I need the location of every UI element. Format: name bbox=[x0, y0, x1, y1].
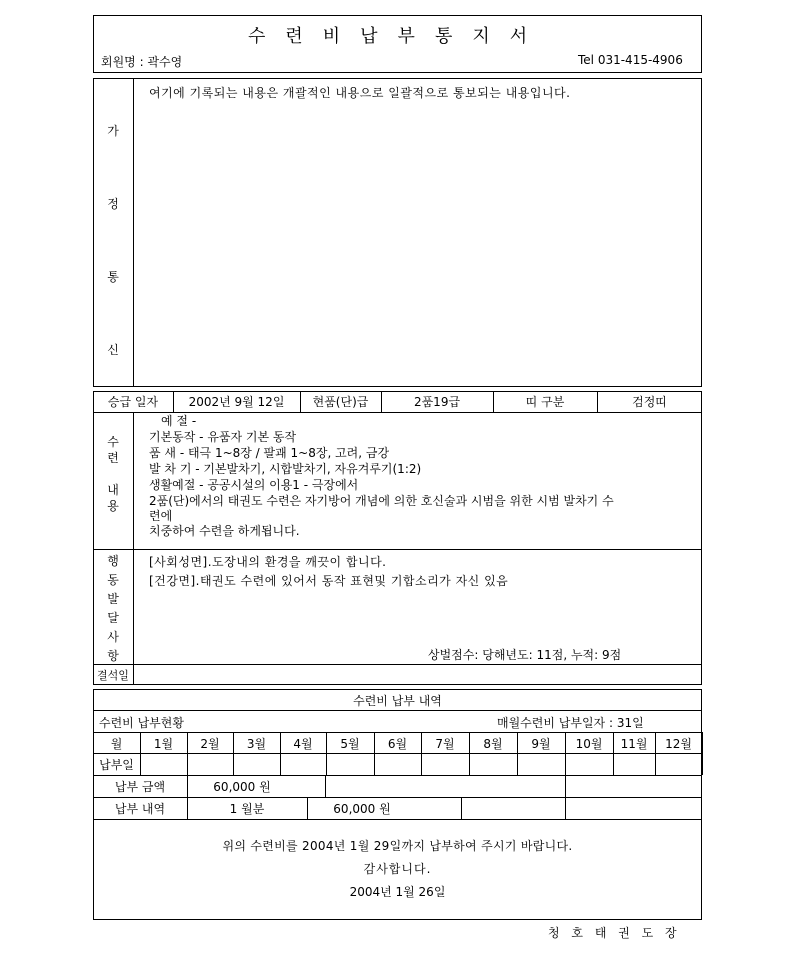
paid-date-cell bbox=[613, 754, 655, 774]
detail-amount: 60,000 원 bbox=[333, 801, 391, 816]
month-header: 월 bbox=[110, 736, 123, 751]
side-char: 통 bbox=[107, 270, 119, 284]
notice-line: 위의 수련비를 2004년 1월 29일까지 납부하여 주시기 바랍니다. bbox=[222, 838, 573, 853]
side-char: 정 bbox=[107, 197, 119, 211]
family-message: 여기에 기록되는 내용은 개괄적인 내용으로 일괄적으로 통보되는 내용입니다. bbox=[149, 86, 571, 100]
member-name: 회원명 : 곽수영 bbox=[101, 55, 183, 69]
payment-title: 수련비 납부 내역 bbox=[353, 693, 442, 708]
amount-value: 60,000 원 bbox=[213, 779, 271, 794]
belt-label: 띠 구분 bbox=[525, 394, 565, 409]
detail-months: 1 월분 bbox=[229, 801, 265, 816]
month-label: 3월 bbox=[246, 736, 267, 751]
paid-date-cell bbox=[187, 754, 233, 774]
absence-label: 결석일 bbox=[97, 668, 129, 682]
paid-date-cell bbox=[326, 754, 374, 774]
training-line: 기본동작 - 유품자 기본 동작 bbox=[149, 430, 297, 444]
page-title: 수련비납부통지서 bbox=[248, 26, 548, 47]
behavior-line: [건강면].태권도 수련에 있어서 동작 표현및 기합소리가 자신 있음 bbox=[149, 574, 509, 588]
month-label: 4월 bbox=[293, 736, 313, 751]
side-char: 행 bbox=[107, 554, 119, 568]
monthly-due-date: 매월수련비 납부일자 : 31일 bbox=[497, 716, 644, 730]
month-label: 8월 bbox=[483, 736, 503, 751]
side-char: 달 bbox=[107, 611, 119, 625]
month-label: 7월 bbox=[435, 736, 455, 751]
side-char: 동 bbox=[107, 573, 119, 587]
paid-date-label: 납부일 bbox=[99, 757, 134, 772]
training-line: 발 차 기 - 기본발차기, 시합발차기, 자유겨루기(1:2) bbox=[149, 462, 422, 476]
month-label: 1월 bbox=[153, 736, 174, 751]
side-char: 신 bbox=[107, 343, 119, 357]
side-char: 항 bbox=[107, 649, 119, 663]
behavior-line: [사회성면].도장내의 환경을 깨끗이 합니다. bbox=[149, 555, 387, 569]
paid-date-cell bbox=[140, 754, 187, 774]
training-content bbox=[149, 413, 614, 539]
side-char: 사 bbox=[107, 630, 119, 644]
belt-value: 검정띠 bbox=[632, 394, 667, 409]
promotion-date: 2002년 9월 12일 bbox=[188, 394, 285, 409]
side-char: 내 bbox=[107, 483, 119, 497]
detail-label: 납부 내역 bbox=[114, 801, 166, 816]
side-char: 련 bbox=[107, 451, 119, 465]
month-label: 5월 bbox=[340, 736, 360, 751]
paid-date-cell bbox=[233, 754, 280, 774]
side-char: 발 bbox=[107, 592, 119, 606]
month-label: 11월 bbox=[620, 736, 648, 751]
training-line: 2품(단)에서의 태권도 수련은 자기방어 개념에 의한 호신술과 시범을 위한 시범 발차기 수 bbox=[149, 494, 614, 508]
training-line: 련에 bbox=[149, 509, 173, 523]
paid-date-cell bbox=[517, 754, 565, 774]
training-line: 품 새 - 태극 1~8장 / 팔괘 1~8장, 고려, 금강 bbox=[149, 446, 390, 460]
paid-date-cell bbox=[469, 754, 517, 774]
promotion-label: 승급 일자 bbox=[107, 394, 159, 409]
family-box bbox=[93, 78, 702, 387]
training-line: 예 절 - bbox=[161, 414, 197, 428]
training-line: 생활예절 - 공공시설의 이용1 - 극장에서 bbox=[149, 478, 359, 492]
month-label: 10월 bbox=[575, 736, 603, 751]
training-line: 치중하여 수련을 하게됩니다. bbox=[149, 524, 300, 538]
paid-date-cell bbox=[374, 754, 421, 774]
grid-line bbox=[702, 732, 703, 775]
month-label: 12월 bbox=[665, 736, 692, 751]
month-label: 6월 bbox=[387, 736, 408, 751]
paid-date-cell bbox=[421, 754, 469, 774]
side-char: 용 bbox=[107, 499, 119, 513]
paid-date-cell bbox=[565, 754, 613, 774]
behavior-score: 상벌점수: 당해년도: 11점, 누적: 9점 bbox=[428, 648, 622, 662]
notice-date: 2004년 1월 26일 bbox=[349, 884, 446, 899]
school-name: 청 호 태 권 도 장 bbox=[548, 926, 681, 940]
month-label: 9월 bbox=[531, 736, 551, 751]
paid-date-cell bbox=[655, 754, 702, 774]
amount-label: 납부 금액 bbox=[114, 779, 166, 794]
telephone: Tel 031-415-4906 bbox=[578, 53, 683, 67]
payment-status-label: 수련비 납부현황 bbox=[99, 716, 184, 730]
rank-label: 현품(단)급 bbox=[312, 394, 369, 409]
side-char: 가 bbox=[107, 124, 119, 138]
month-label: 2월 bbox=[200, 736, 220, 751]
rank-value: 2품19급 bbox=[413, 394, 461, 409]
notice-thanks: 감사합니다. bbox=[363, 861, 432, 876]
paid-date-cell bbox=[280, 754, 326, 774]
side-char: 수 bbox=[107, 435, 119, 449]
